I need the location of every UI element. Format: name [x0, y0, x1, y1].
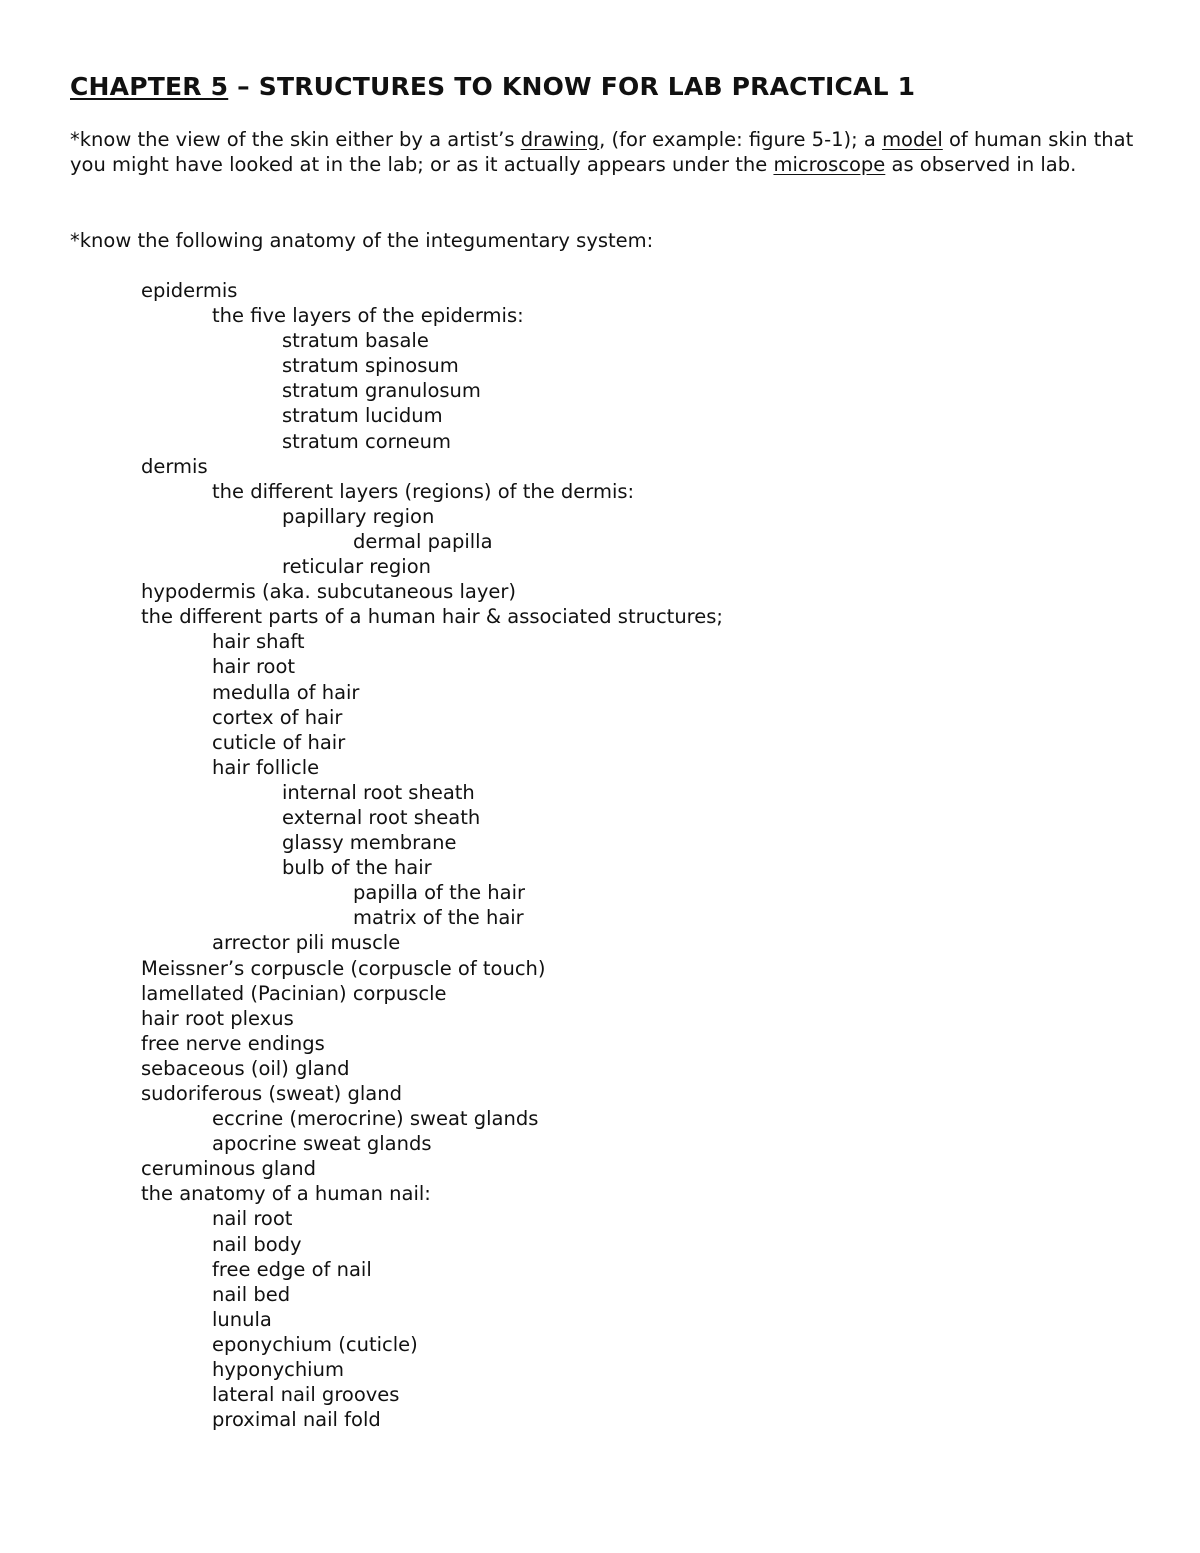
list-item: ceruminous gland [141, 1157, 316, 1181]
list-item: medulla of hair [212, 680, 360, 704]
structures-list [70, 278, 1150, 1432]
list-item: papillary region [282, 504, 435, 528]
list-item: stratum spinosum [282, 354, 459, 378]
list-item: lunula [212, 1307, 272, 1331]
list-item: nail bed [212, 1282, 291, 1306]
intro-text-4: as observed in lab. [885, 152, 1077, 176]
list-item: reticular region [282, 555, 431, 579]
list-item: free edge of nail [212, 1257, 372, 1281]
list-item: proximal nail fold [212, 1408, 381, 1432]
intro-text-2: , (for example: figure 5-1); a [599, 128, 883, 151]
list-item: lateral nail grooves [212, 1383, 400, 1407]
list-item: glassy membrane [282, 831, 457, 855]
title-rest: – STRUCTURES TO KNOW FOR LAB PRACTICAL 1 [228, 72, 916, 101]
microscope-term: microscope [773, 152, 886, 176]
list-item: dermis [141, 454, 208, 478]
list-item: apocrine sweat glands [212, 1132, 432, 1156]
list-item: cuticle of hair [212, 730, 346, 754]
list-item: free nerve endings [141, 1031, 325, 1055]
lead-paragraph: *know the following anatomy of the integumentary system: [70, 229, 654, 252]
drawing-term: drawing [520, 128, 600, 151]
list-item: sebaceous (oil) gland [141, 1056, 350, 1080]
list-item: hair root [212, 655, 296, 679]
list-item: eponychium (cuticle) [212, 1332, 418, 1356]
list-item: nail body [212, 1232, 302, 1256]
chapter-label: CHAPTER 5 [70, 72, 229, 101]
intro-text-3: of human skin that you might have looked at in the lab; or as it actually appears under the [70, 128, 1134, 176]
list-item: bulb of the hair [282, 856, 432, 880]
list-item: stratum basale [282, 329, 429, 353]
list-item: the anatomy of a human nail: [141, 1182, 431, 1206]
list-item: nail root [212, 1207, 293, 1231]
list-item: papilla of the hair [353, 881, 526, 905]
list-item: matrix of the hair [353, 906, 524, 930]
list-item: arrector pili muscle [212, 931, 401, 955]
intro-paragraph [70, 128, 1150, 177]
list-item: stratum lucidum [282, 404, 443, 428]
list-item: stratum corneum [282, 429, 452, 453]
list-item: hypodermis (aka. subcutaneous layer) [141, 580, 516, 604]
intro-text-1: *know the view of the skin either by a artist’s [70, 128, 521, 151]
list-item: hair root plexus [141, 1006, 294, 1030]
list-item: external root sheath [282, 805, 481, 829]
page-title [70, 70, 915, 104]
list-item: hair follicle [212, 755, 320, 779]
list-item: dermal papilla [353, 529, 493, 553]
model-term: model [882, 128, 943, 151]
list-item: cortex of hair [212, 705, 343, 729]
list-item: the five layers of the epidermis: [212, 304, 524, 328]
list-item: Meissner’s corpuscle (corpuscle of touch) [141, 956, 546, 980]
list-item: the different parts of a human hair & associated structures; [141, 605, 724, 629]
list-item: epidermis [141, 279, 238, 302]
list-item: internal root sheath [282, 780, 475, 804]
list-item: lamellated (Pacinian) corpuscle [141, 981, 447, 1005]
list-item: stratum granulosum [282, 379, 481, 403]
list-item: the different layers (regions) of the dermis: [212, 479, 635, 503]
list-item: hyponychium [212, 1358, 344, 1382]
list-item: eccrine (merocrine) sweat glands [212, 1107, 539, 1131]
list-item: sudoriferous (sweat) gland [141, 1082, 402, 1105]
list-item: hair shaft [212, 630, 305, 654]
